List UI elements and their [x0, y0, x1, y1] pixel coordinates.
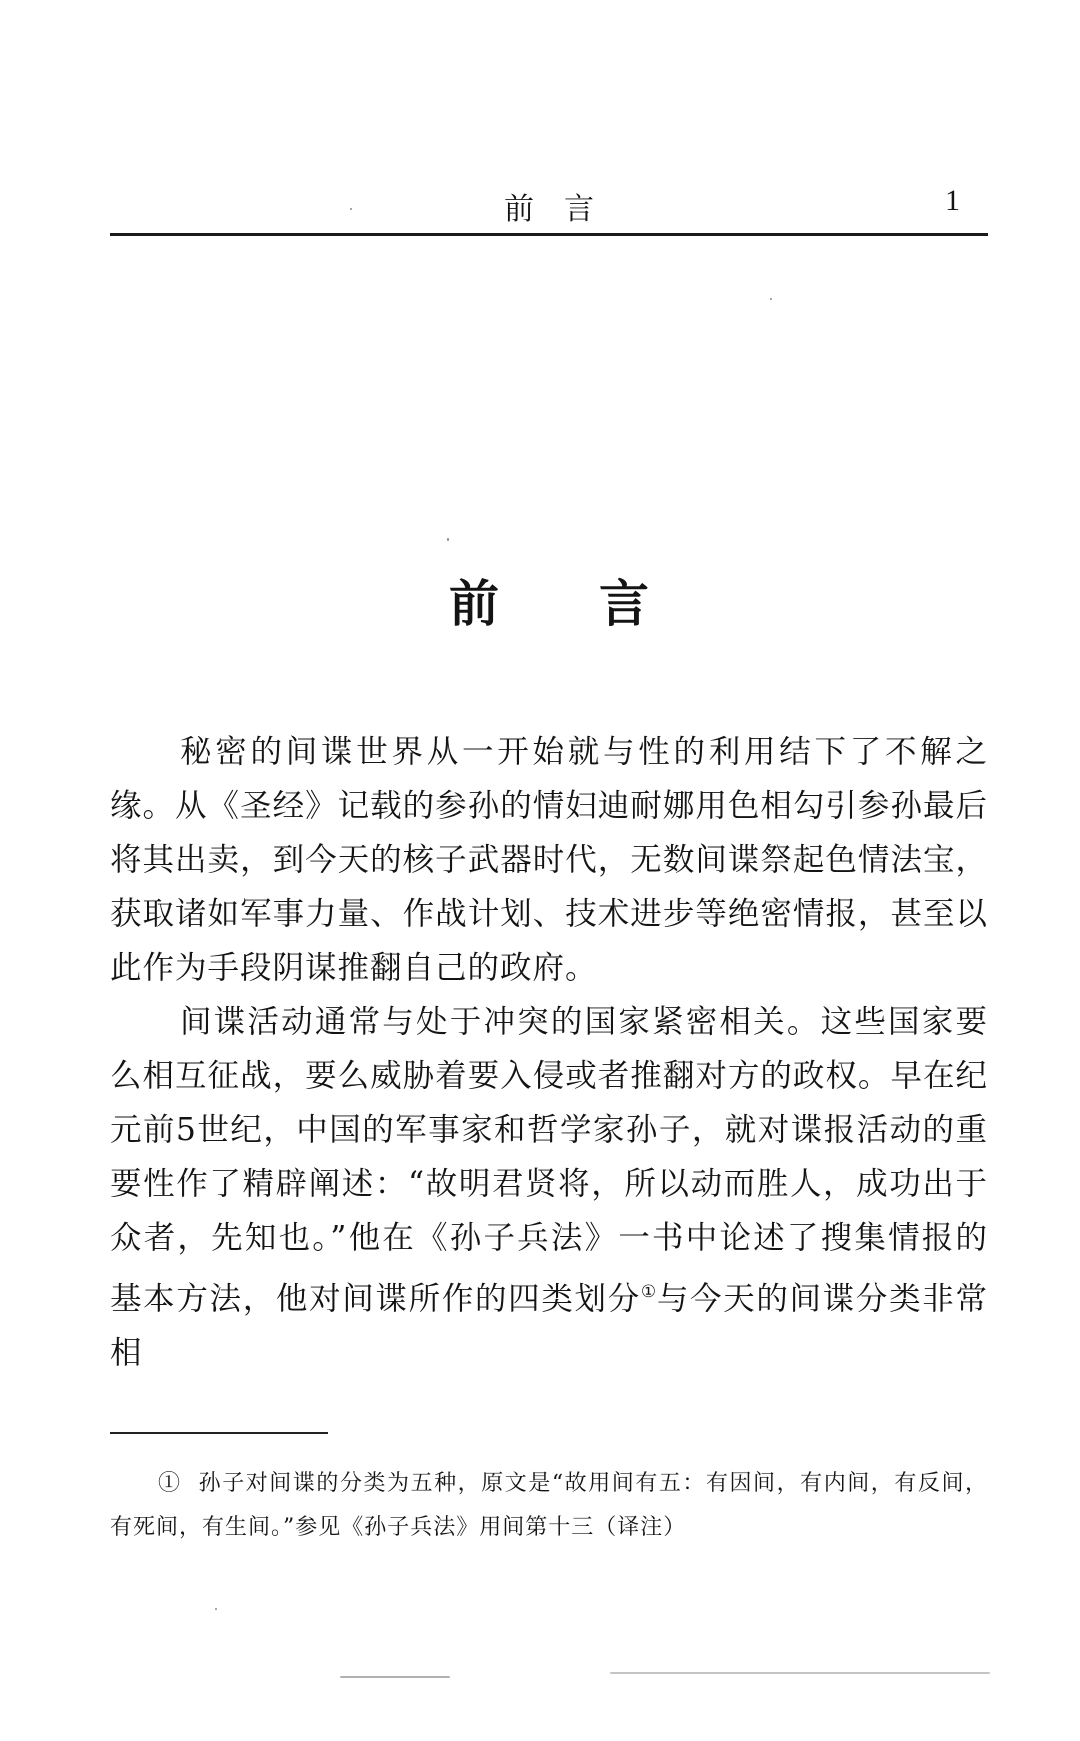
body-text	[110, 725, 988, 1380]
footnote-reference-marker: ①	[640, 1282, 657, 1302]
footnote-rule	[110, 1432, 328, 1434]
running-header	[110, 180, 988, 230]
paragraph-2	[110, 995, 988, 1380]
paragraph-1: 秘密的间谍世界从一开始就与性的利用结下了不解之缘。从《圣经》记载的参孙的情妇迪耐娜用色相勾引参孙最后将其出卖，到今天的核子武器时代，无数间谍祭起色情法宝，获取诸如军事力量、作战计划、技术进步等绝密情报，甚至以此作为手段阴谋推翻自己的政府。	[110, 734, 988, 986]
footnote-marker: ①	[158, 1471, 182, 1496]
footnote-text: 孙子对间谍的分类为五种，原文是“故用间有五：有因间，有内间，有反间，有死间，有生间。”参见《孙子兵法》用间第十三（译注）	[110, 1471, 988, 1540]
scan-speck	[350, 208, 352, 210]
paragraph-2-text-after-note: 与今天的间谍分类非常相	[110, 1281, 988, 1371]
footnote	[110, 1462, 988, 1550]
chapter-title: 前言	[449, 574, 749, 633]
scan-speck	[770, 298, 772, 300]
scan-speck	[447, 538, 449, 541]
scan-speck	[610, 1672, 990, 1674]
paragraph-2-text-before-note: 间谍活动通常与处于冲突的国家紧密相关。这些国家要么相互征战，要么威胁着要入侵或者推翻对方的政权。早在纪元前5世纪，中国的军事家和哲学家孙子，就对谍报活动的重要性作了精辟阐述：“故明君贤将，所以动而胜人，成功出于众者，先知也。”他在《孙子兵法》一书中论述了搜集情报的基本方法，他对间谍所作的四类划分	[110, 1004, 988, 1317]
scan-speck	[215, 1608, 217, 1610]
page-number: 1	[945, 184, 960, 217]
scan-speck	[340, 1676, 450, 1678]
running-title: 前言	[504, 192, 624, 227]
header-rule	[110, 233, 988, 236]
